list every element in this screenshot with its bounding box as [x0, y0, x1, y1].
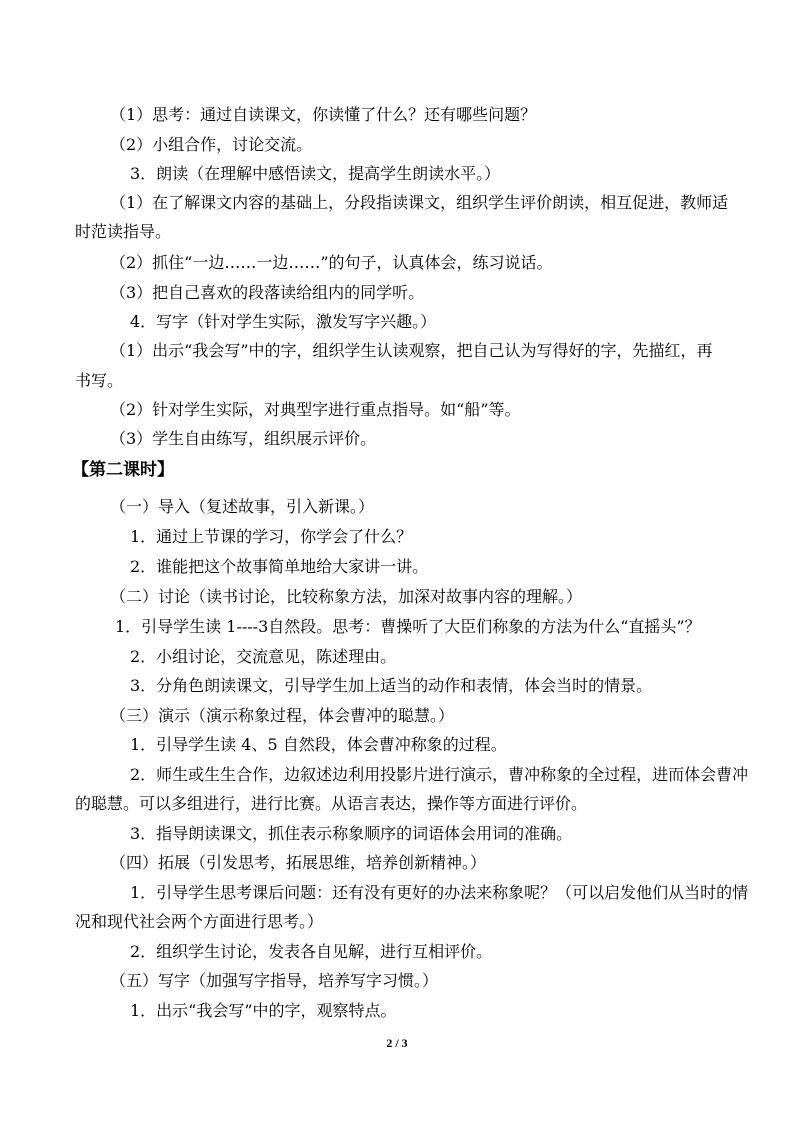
paragraph-line: 2．师生或生生合作，边叙述边利用投影片进行演示，曹冲称象的全过程，进而体会曹冲	[130, 765, 749, 784]
paragraph-line: 2．组织学生讨论，发表各自见解，进行互相评价。	[130, 942, 493, 961]
section-heading: 【第二课时】	[72, 460, 174, 480]
paragraph-line: 3．指导朗读课文，抓住表示称象顺序的词语体会用词的准确。	[130, 824, 573, 843]
paragraph-line: （3）把自己喜欢的段落读给组内的同学听。	[110, 283, 425, 302]
paragraph-line: 1．出示“我会写”中的字，观察特点。	[130, 1001, 397, 1020]
paragraph-line: 的聪慧。可以多组进行，进行比赛。从语言表达，操作等方面进行评价。	[75, 794, 588, 813]
paragraph-line: 3．分角色朗读课文，引导学生加上适当的动作和表情，体会当时的情景。	[130, 676, 653, 695]
paragraph-line: 1．通过上节课的学习，你学会了什么？	[130, 527, 413, 546]
paragraph-line: （3）学生自由练写，组织展示评价。	[110, 429, 377, 448]
paragraph-line: （1）在了解课文内容的基础上，分段指读课文，组织学生评价朗读，相互促进，教师适	[110, 193, 729, 212]
paragraph-line: 3．朗读（在理解中感悟读文，提高学生朗读水平。）	[130, 164, 501, 183]
paragraph-line: 书写。	[75, 371, 124, 390]
paragraph-line: 1．引导学生读 4、5 自然段，体会曹冲称象的过程。	[130, 735, 507, 754]
page-number: 2 / 3	[386, 1036, 408, 1050]
paragraph-line: （三）演示（演示称象过程，体会曹冲的聪慧。）	[110, 706, 455, 725]
paragraph-line: （1）出示“我会写”中的字，组织学生认读观察，把自己认为写得好的字，先描红，再	[110, 341, 713, 360]
paragraph-line: （五）写字（加强写字指导，培养写字习惯。）	[110, 971, 439, 990]
paragraph-line: （1）思考：通过自读课文，你读懂了什么？还有哪些问题？	[110, 105, 537, 124]
paragraph-line: 4．写字（针对学生实际，激发写字兴趣。）	[130, 312, 437, 331]
paragraph-line: （四）拓展（引发思考，拓展思维，培养创新精神。）	[110, 853, 487, 872]
paragraph-line: （2）抓住“一边……一边……”的句子，认真体会，练习说话。	[110, 253, 553, 272]
paragraph-line: （二）讨论（读书讨论，比较称象方法，加深对故事内容的理解。）	[110, 587, 583, 606]
paragraph-line: 1．引导学生思考课后问题：还有没有更好的办法来称象呢？（可以启发他们从当时的情	[130, 883, 749, 902]
paragraph-line: 2．小组讨论，交流意见，陈述理由。	[130, 647, 397, 666]
paragraph-line: （一）导入（复述故事，引入新课。）	[110, 497, 375, 516]
paragraph-line: 2．谁能把这个故事简单地给大家讲一讲。	[130, 557, 429, 576]
paragraph-line: （2）小组合作，讨论交流。	[110, 135, 313, 154]
paragraph-line: 况和现代社会两个方面进行思考。）	[75, 912, 324, 931]
paragraph-line: 1．引导学生读 1----3自然段。思考：曹操听了大臣们称象的方法为什么“直摇头”？	[115, 617, 701, 636]
paragraph-line: 时范读指导。	[75, 222, 172, 241]
paragraph-line: （2）针对学生实际，对典型字进行重点指导。如“船”等。	[110, 400, 521, 419]
